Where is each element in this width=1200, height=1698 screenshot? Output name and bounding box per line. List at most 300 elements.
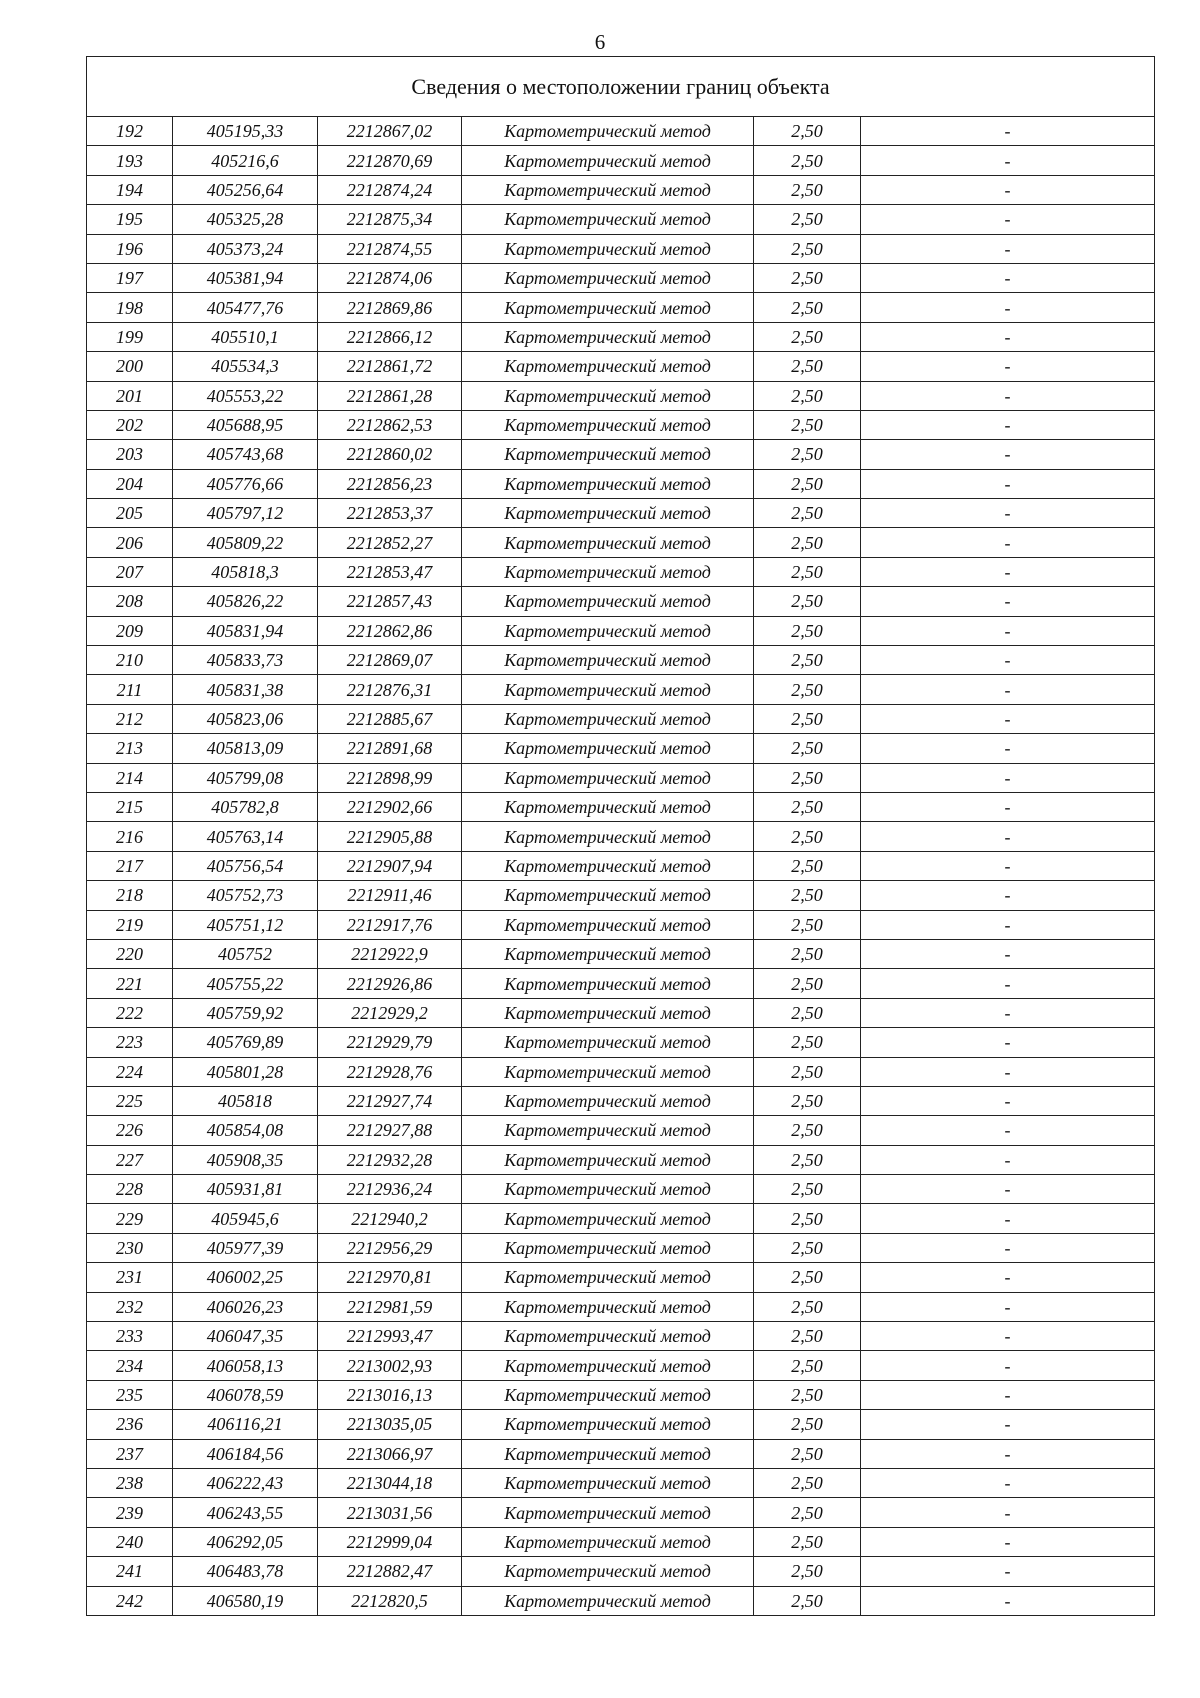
table-row (87, 587, 1155, 616)
method-cell: Картометрический метод (462, 205, 754, 234)
description-cell: - (861, 822, 1155, 851)
point-number-cell: 214 (87, 763, 173, 792)
x-coordinate-cell: 406222,43 (173, 1468, 318, 1497)
method-cell: Картометрический метод (462, 1263, 754, 1292)
description-cell: - (861, 1175, 1155, 1204)
point-number-cell: 231 (87, 1263, 173, 1292)
accuracy-cell: 2,50 (754, 1527, 861, 1556)
table-row (87, 1468, 1155, 1497)
x-coordinate-cell: 405325,28 (173, 205, 318, 234)
table-row (87, 175, 1155, 204)
y-coordinate-cell: 2212929,79 (318, 1028, 462, 1057)
y-coordinate-cell: 2212853,37 (318, 499, 462, 528)
y-coordinate-cell: 2212861,28 (318, 381, 462, 410)
point-number-cell: 208 (87, 587, 173, 616)
point-number-cell: 241 (87, 1557, 173, 1586)
description-cell: - (861, 734, 1155, 763)
table-row (87, 939, 1155, 968)
point-number-cell: 218 (87, 881, 173, 910)
accuracy-cell: 2,50 (754, 616, 861, 645)
accuracy-cell: 2,50 (754, 1204, 861, 1233)
x-coordinate-cell: 405477,76 (173, 293, 318, 322)
point-number-cell: 204 (87, 469, 173, 498)
accuracy-cell: 2,50 (754, 322, 861, 351)
accuracy-cell: 2,50 (754, 1557, 861, 1586)
x-coordinate-cell: 405763,14 (173, 822, 318, 851)
accuracy-cell: 2,50 (754, 704, 861, 733)
accuracy-cell: 2,50 (754, 528, 861, 557)
table-row (87, 1322, 1155, 1351)
description-cell: - (861, 499, 1155, 528)
y-coordinate-cell: 2212856,23 (318, 469, 462, 498)
accuracy-cell: 2,50 (754, 1263, 861, 1292)
point-number-cell: 206 (87, 528, 173, 557)
x-coordinate-cell: 405755,22 (173, 969, 318, 998)
method-cell: Картометрический метод (462, 1351, 754, 1380)
x-coordinate-cell: 405801,28 (173, 1057, 318, 1086)
y-coordinate-cell: 2212927,74 (318, 1086, 462, 1115)
accuracy-cell: 2,50 (754, 939, 861, 968)
y-coordinate-cell: 2213002,93 (318, 1351, 462, 1380)
x-coordinate-cell: 405854,08 (173, 1116, 318, 1145)
method-cell: Картометрический метод (462, 1028, 754, 1057)
table-row (87, 293, 1155, 322)
table-row (87, 763, 1155, 792)
y-coordinate-cell: 2212922,9 (318, 939, 462, 968)
description-cell: - (861, 587, 1155, 616)
method-cell: Картометрический метод (462, 881, 754, 910)
accuracy-cell: 2,50 (754, 175, 861, 204)
method-cell: Картометрический метод (462, 381, 754, 410)
description-cell: - (861, 969, 1155, 998)
x-coordinate-cell: 405833,73 (173, 646, 318, 675)
y-coordinate-cell: 2212876,31 (318, 675, 462, 704)
description-cell: - (861, 851, 1155, 880)
table-row (87, 1380, 1155, 1409)
table-row (87, 234, 1155, 263)
x-coordinate-cell: 405813,09 (173, 734, 318, 763)
point-number-cell: 233 (87, 1322, 173, 1351)
table-row (87, 440, 1155, 469)
y-coordinate-cell: 2212874,06 (318, 263, 462, 292)
y-coordinate-cell: 2212956,29 (318, 1233, 462, 1262)
accuracy-cell: 2,50 (754, 1322, 861, 1351)
description-cell: - (861, 381, 1155, 410)
x-coordinate-cell: 405818,3 (173, 557, 318, 586)
y-coordinate-cell: 2212862,53 (318, 410, 462, 439)
description-cell: - (861, 1527, 1155, 1556)
y-coordinate-cell: 2212862,86 (318, 616, 462, 645)
accuracy-cell: 2,50 (754, 234, 861, 263)
description-cell: - (861, 557, 1155, 586)
description-cell: - (861, 528, 1155, 557)
point-number-cell: 209 (87, 616, 173, 645)
y-coordinate-cell: 2212869,07 (318, 646, 462, 675)
table-row (87, 851, 1155, 880)
page-number: 6 (594, 30, 606, 54)
y-coordinate-cell: 2212882,47 (318, 1557, 462, 1586)
y-coordinate-cell: 2212999,04 (318, 1527, 462, 1556)
method-cell: Картометрический метод (462, 910, 754, 939)
description-cell: - (861, 263, 1155, 292)
x-coordinate-cell: 405931,81 (173, 1175, 318, 1204)
y-coordinate-cell: 2212875,34 (318, 205, 462, 234)
description-cell: - (861, 1204, 1155, 1233)
table-body (87, 117, 1155, 1616)
point-number-cell: 228 (87, 1175, 173, 1204)
method-cell: Картометрический метод (462, 1410, 754, 1439)
description-cell: - (861, 469, 1155, 498)
description-cell: - (861, 1380, 1155, 1409)
table-row (87, 881, 1155, 910)
table-row (87, 1057, 1155, 1086)
description-cell: - (861, 763, 1155, 792)
point-number-cell: 237 (87, 1439, 173, 1468)
table-row (87, 1292, 1155, 1321)
accuracy-cell: 2,50 (754, 381, 861, 410)
accuracy-cell: 2,50 (754, 1233, 861, 1262)
accuracy-cell: 2,50 (754, 1468, 861, 1497)
point-number-cell: 227 (87, 1145, 173, 1174)
table-row (87, 322, 1155, 351)
y-coordinate-cell: 2212874,24 (318, 175, 462, 204)
method-cell: Картометрический метод (462, 175, 754, 204)
x-coordinate-cell: 406116,21 (173, 1410, 318, 1439)
point-number-cell: 195 (87, 205, 173, 234)
accuracy-cell: 2,50 (754, 410, 861, 439)
x-coordinate-cell: 405908,35 (173, 1145, 318, 1174)
y-coordinate-cell: 2212870,69 (318, 146, 462, 175)
description-cell: - (861, 175, 1155, 204)
point-number-cell: 235 (87, 1380, 173, 1409)
accuracy-cell: 2,50 (754, 1145, 861, 1174)
y-coordinate-cell: 2212926,86 (318, 969, 462, 998)
description-cell: - (861, 792, 1155, 821)
method-cell: Картометрический метод (462, 1498, 754, 1527)
method-cell: Картометрический метод (462, 146, 754, 175)
description-cell: - (861, 1028, 1155, 1057)
point-number-cell: 223 (87, 1028, 173, 1057)
y-coordinate-cell: 2212891,68 (318, 734, 462, 763)
point-number-cell: 197 (87, 263, 173, 292)
point-number-cell: 203 (87, 440, 173, 469)
y-coordinate-cell: 2212857,43 (318, 587, 462, 616)
point-number-cell: 196 (87, 234, 173, 263)
point-number-cell: 219 (87, 910, 173, 939)
y-coordinate-cell: 2212869,86 (318, 293, 462, 322)
method-cell: Картометрический метод (462, 499, 754, 528)
point-number-cell: 230 (87, 1233, 173, 1262)
accuracy-cell: 2,50 (754, 352, 861, 381)
table-row (87, 1233, 1155, 1262)
y-coordinate-cell: 2212911,46 (318, 881, 462, 910)
description-cell: - (861, 410, 1155, 439)
x-coordinate-cell: 406292,05 (173, 1527, 318, 1556)
method-cell: Картометрический метод (462, 734, 754, 763)
point-number-cell: 216 (87, 822, 173, 851)
method-cell: Картометрический метод (462, 1439, 754, 1468)
accuracy-cell: 2,50 (754, 792, 861, 821)
description-cell: - (861, 1439, 1155, 1468)
method-cell: Картометрический метод (462, 557, 754, 586)
accuracy-cell: 2,50 (754, 851, 861, 880)
table-row (87, 910, 1155, 939)
point-number-cell: 215 (87, 792, 173, 821)
y-coordinate-cell: 2212917,76 (318, 910, 462, 939)
method-cell: Картометрический метод (462, 1380, 754, 1409)
table-row (87, 1586, 1155, 1615)
table-row (87, 1263, 1155, 1292)
table-row (87, 117, 1155, 146)
table-row (87, 205, 1155, 234)
y-coordinate-cell: 2213044,18 (318, 1468, 462, 1497)
description-cell: - (861, 939, 1155, 968)
description-cell: - (861, 616, 1155, 645)
point-number-cell: 211 (87, 675, 173, 704)
description-cell: - (861, 1322, 1155, 1351)
description-cell: - (861, 1233, 1155, 1262)
y-coordinate-cell: 2212902,66 (318, 792, 462, 821)
point-number-cell: 193 (87, 146, 173, 175)
method-cell: Картометрический метод (462, 822, 754, 851)
x-coordinate-cell: 406483,78 (173, 1557, 318, 1586)
x-coordinate-cell: 405756,54 (173, 851, 318, 880)
point-number-cell: 205 (87, 499, 173, 528)
point-number-cell: 207 (87, 557, 173, 586)
table-row (87, 1116, 1155, 1145)
boundary-table (86, 56, 1155, 1616)
point-number-cell: 192 (87, 117, 173, 146)
description-cell: - (861, 1498, 1155, 1527)
table-row (87, 734, 1155, 763)
description-cell: - (861, 205, 1155, 234)
accuracy-cell: 2,50 (754, 881, 861, 910)
point-number-cell: 236 (87, 1410, 173, 1439)
point-number-cell: 238 (87, 1468, 173, 1497)
table-row (87, 822, 1155, 851)
x-coordinate-cell: 405752 (173, 939, 318, 968)
accuracy-cell: 2,50 (754, 1028, 861, 1057)
method-cell: Картометрический метод (462, 234, 754, 263)
method-cell: Картометрический метод (462, 851, 754, 880)
x-coordinate-cell: 405776,66 (173, 469, 318, 498)
table-row (87, 1527, 1155, 1556)
method-cell: Картометрический метод (462, 1292, 754, 1321)
accuracy-cell: 2,50 (754, 293, 861, 322)
point-number-cell: 210 (87, 646, 173, 675)
x-coordinate-cell: 406580,19 (173, 1586, 318, 1615)
method-cell: Картометрический метод (462, 410, 754, 439)
accuracy-cell: 2,50 (754, 1410, 861, 1439)
accuracy-cell: 2,50 (754, 1351, 861, 1380)
table-row (87, 557, 1155, 586)
method-cell: Картометрический метод (462, 1057, 754, 1086)
description-cell: - (861, 1586, 1155, 1615)
table-row (87, 263, 1155, 292)
x-coordinate-cell: 405769,89 (173, 1028, 318, 1057)
point-number-cell: 224 (87, 1057, 173, 1086)
x-coordinate-cell: 406026,23 (173, 1292, 318, 1321)
method-cell: Картометрический метод (462, 263, 754, 292)
accuracy-cell: 2,50 (754, 998, 861, 1027)
x-coordinate-cell: 405823,06 (173, 704, 318, 733)
y-coordinate-cell: 2212993,47 (318, 1322, 462, 1351)
x-coordinate-cell: 406002,25 (173, 1263, 318, 1292)
accuracy-cell: 2,50 (754, 969, 861, 998)
method-cell: Картометрический метод (462, 117, 754, 146)
description-cell: - (861, 1116, 1155, 1145)
y-coordinate-cell: 2212860,02 (318, 440, 462, 469)
description-cell: - (861, 1145, 1155, 1174)
point-number-cell: 232 (87, 1292, 173, 1321)
y-coordinate-cell: 2212940,2 (318, 1204, 462, 1233)
point-number-cell: 199 (87, 322, 173, 351)
table-row (87, 998, 1155, 1027)
accuracy-cell: 2,50 (754, 1086, 861, 1115)
table-row (87, 499, 1155, 528)
table-row (87, 1204, 1155, 1233)
accuracy-cell: 2,50 (754, 499, 861, 528)
x-coordinate-cell: 405809,22 (173, 528, 318, 557)
table-row (87, 616, 1155, 645)
accuracy-cell: 2,50 (754, 1380, 861, 1409)
y-coordinate-cell: 2212927,88 (318, 1116, 462, 1145)
x-coordinate-cell: 405831,94 (173, 616, 318, 645)
method-cell: Картометрический метод (462, 1322, 754, 1351)
method-cell: Картометрический метод (462, 1557, 754, 1586)
y-coordinate-cell: 2212861,72 (318, 352, 462, 381)
point-number-cell: 222 (87, 998, 173, 1027)
x-coordinate-cell: 405195,33 (173, 117, 318, 146)
point-number-cell: 212 (87, 704, 173, 733)
point-number-cell: 213 (87, 734, 173, 763)
accuracy-cell: 2,50 (754, 1586, 861, 1615)
table-row (87, 1439, 1155, 1468)
x-coordinate-cell: 405688,95 (173, 410, 318, 439)
y-coordinate-cell: 2212867,02 (318, 117, 462, 146)
table-row (87, 381, 1155, 410)
point-number-cell: 198 (87, 293, 173, 322)
point-number-cell: 217 (87, 851, 173, 880)
x-coordinate-cell: 405797,12 (173, 499, 318, 528)
table-row (87, 675, 1155, 704)
method-cell: Картометрический метод (462, 1586, 754, 1615)
table-row (87, 1145, 1155, 1174)
point-number-cell: 221 (87, 969, 173, 998)
description-cell: - (861, 352, 1155, 381)
accuracy-cell: 2,50 (754, 1292, 861, 1321)
accuracy-cell: 2,50 (754, 1439, 861, 1468)
x-coordinate-cell: 405799,08 (173, 763, 318, 792)
x-coordinate-cell: 405373,24 (173, 234, 318, 263)
y-coordinate-cell: 2212928,76 (318, 1057, 462, 1086)
x-coordinate-cell: 405510,1 (173, 322, 318, 351)
method-cell: Картометрический метод (462, 763, 754, 792)
x-coordinate-cell: 405818 (173, 1086, 318, 1115)
point-number-cell: 201 (87, 381, 173, 410)
x-coordinate-cell: 405945,6 (173, 1204, 318, 1233)
y-coordinate-cell: 2212898,99 (318, 763, 462, 792)
method-cell: Картометрический метод (462, 1145, 754, 1174)
method-cell: Картометрический метод (462, 293, 754, 322)
y-coordinate-cell: 2213035,05 (318, 1410, 462, 1439)
x-coordinate-cell: 405381,94 (173, 263, 318, 292)
point-number-cell: 242 (87, 1586, 173, 1615)
method-cell: Картометрический метод (462, 469, 754, 498)
table-row (87, 1028, 1155, 1057)
accuracy-cell: 2,50 (754, 263, 861, 292)
method-cell: Картометрический метод (462, 792, 754, 821)
y-coordinate-cell: 2212874,55 (318, 234, 462, 263)
table-row (87, 1557, 1155, 1586)
table-row (87, 1086, 1155, 1115)
table-row (87, 646, 1155, 675)
method-cell: Картометрический метод (462, 528, 754, 557)
point-number-cell: 239 (87, 1498, 173, 1527)
table-row (87, 528, 1155, 557)
y-coordinate-cell: 2212853,47 (318, 557, 462, 586)
y-coordinate-cell: 2212820,5 (318, 1586, 462, 1615)
description-cell: - (861, 1410, 1155, 1439)
description-cell: - (861, 440, 1155, 469)
description-cell: - (861, 322, 1155, 351)
y-coordinate-cell: 2212929,2 (318, 998, 462, 1027)
description-cell: - (861, 1468, 1155, 1497)
point-number-cell: 240 (87, 1527, 173, 1556)
x-coordinate-cell: 406078,59 (173, 1380, 318, 1409)
accuracy-cell: 2,50 (754, 646, 861, 675)
accuracy-cell: 2,50 (754, 557, 861, 586)
table-row (87, 1498, 1155, 1527)
x-coordinate-cell: 406058,13 (173, 1351, 318, 1380)
point-number-cell: 234 (87, 1351, 173, 1380)
accuracy-cell: 2,50 (754, 117, 861, 146)
point-number-cell: 225 (87, 1086, 173, 1115)
method-cell: Картометрический метод (462, 352, 754, 381)
x-coordinate-cell: 405831,38 (173, 675, 318, 704)
accuracy-cell: 2,50 (754, 440, 861, 469)
method-cell: Картометрический метод (462, 1204, 754, 1233)
description-cell: - (861, 1057, 1155, 1086)
accuracy-cell: 2,50 (754, 205, 861, 234)
y-coordinate-cell: 2212932,28 (318, 1145, 462, 1174)
x-coordinate-cell: 406047,35 (173, 1322, 318, 1351)
x-coordinate-cell: 405752,73 (173, 881, 318, 910)
y-coordinate-cell: 2212866,12 (318, 322, 462, 351)
description-cell: - (861, 117, 1155, 146)
table-title: Сведения о местоположении границ объекта (87, 57, 1155, 117)
table-row (87, 1410, 1155, 1439)
method-cell: Картометрический метод (462, 646, 754, 675)
y-coordinate-cell: 2212970,81 (318, 1263, 462, 1292)
description-cell: - (861, 881, 1155, 910)
method-cell: Картометрический метод (462, 939, 754, 968)
y-coordinate-cell: 2212905,88 (318, 822, 462, 851)
description-cell: - (861, 675, 1155, 704)
description-cell: - (861, 1292, 1155, 1321)
method-cell: Картометрический метод (462, 440, 754, 469)
accuracy-cell: 2,50 (754, 146, 861, 175)
table-row (87, 1175, 1155, 1204)
table-row (87, 146, 1155, 175)
method-cell: Картометрический метод (462, 675, 754, 704)
y-coordinate-cell: 2212852,27 (318, 528, 462, 557)
x-coordinate-cell: 405977,39 (173, 1233, 318, 1262)
description-cell: - (861, 146, 1155, 175)
table-row (87, 704, 1155, 733)
description-cell: - (861, 293, 1155, 322)
point-number-cell: 220 (87, 939, 173, 968)
